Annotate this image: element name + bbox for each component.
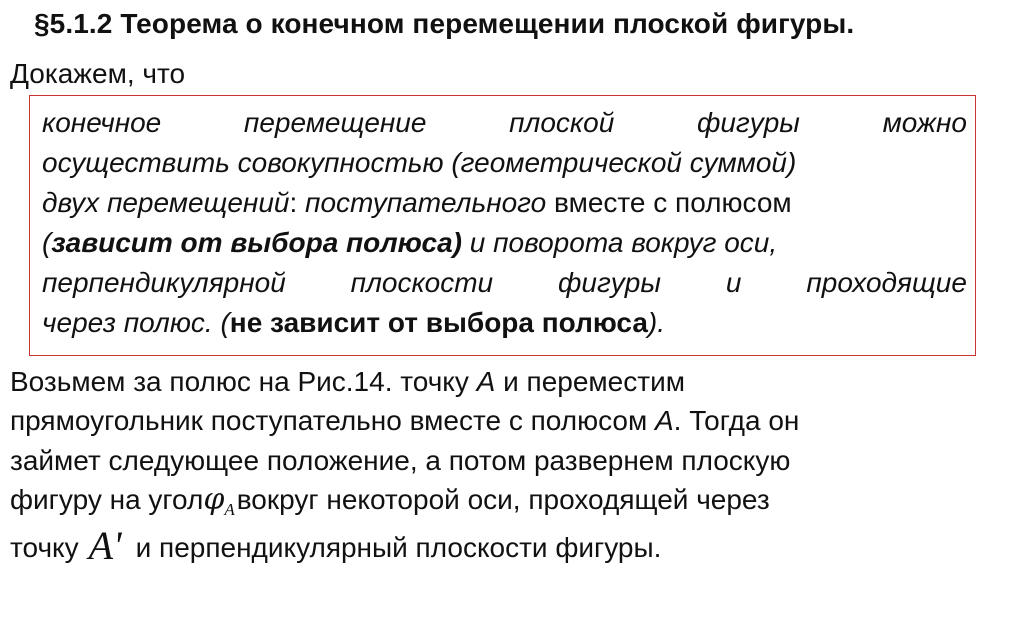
slide-title: §5.1.2 Теорема о конечном перемещении плоской фигуры.	[34, 8, 855, 39]
theorem-line-5	[42, 267, 967, 299]
point-label: A	[476, 366, 496, 397]
theorem-text: поступательного	[305, 187, 547, 218]
body-text: и перпендикулярный плоскости фигуры.	[135, 532, 662, 563]
theorem-text: (	[42, 227, 52, 258]
theorem-text: вместе с полюсом	[546, 187, 792, 218]
theorem-line-1	[42, 107, 967, 139]
theorem-text: :	[289, 187, 306, 218]
theorem-line-4	[42, 227, 967, 259]
theorem-word: проходящие	[806, 267, 967, 298]
theorem-word: перпендикулярной	[42, 267, 286, 298]
theorem-line-3	[42, 187, 967, 219]
theorem-word: перемещение	[243, 107, 427, 138]
body-line-1	[10, 366, 685, 398]
theorem-word: плоскости	[350, 267, 494, 298]
body-text: Возьмем за полюс на Рис.14. точку	[10, 366, 477, 397]
phi-symbol: φ	[203, 482, 225, 517]
theorem-text: ).	[647, 307, 666, 338]
body-text: фигуру на угол	[10, 484, 204, 515]
theorem-line-6	[42, 307, 967, 339]
theorem-line-2: осуществить совокупностью (геометрической суммой)	[42, 147, 797, 178]
body-line-5	[10, 523, 662, 568]
theorem-word: плоской	[509, 107, 615, 138]
theorem-emphasis: зависит от выбора полюса)	[51, 227, 462, 258]
theorem-word: и	[725, 267, 742, 298]
body-text: вокруг некоторой оси, проходящей через	[236, 484, 770, 515]
body-text: . Тогда он	[673, 405, 800, 436]
theorem-text: и поворота вокруг оси,	[462, 227, 778, 258]
theorem-word: можно	[882, 107, 967, 138]
intro-text: Докажем, что	[10, 58, 186, 89]
theorem-text: двух перемещений	[42, 187, 290, 218]
body-line-2	[10, 405, 799, 437]
body-text: и переместим	[495, 366, 685, 397]
point-label: A	[654, 405, 674, 436]
body-line-4	[10, 484, 770, 520]
theorem-text: через полюс. (	[42, 307, 230, 338]
theorem-word: конечное	[42, 107, 162, 138]
theorem-word: фигуры	[696, 107, 800, 138]
body-line-3: займет следующее положение, а потом развернем плоскую	[10, 445, 791, 476]
theorem-word: фигуры	[558, 267, 661, 298]
phi-subscript: A	[224, 500, 235, 519]
theorem-emphasis: не зависит от выбора полюса	[229, 307, 648, 338]
body-text: точку	[10, 532, 79, 563]
theorem-box	[29, 95, 976, 356]
a-prime-symbol: A'	[88, 523, 122, 568]
body-text: прямоугольник поступательно вместе с полюсом	[10, 405, 655, 436]
